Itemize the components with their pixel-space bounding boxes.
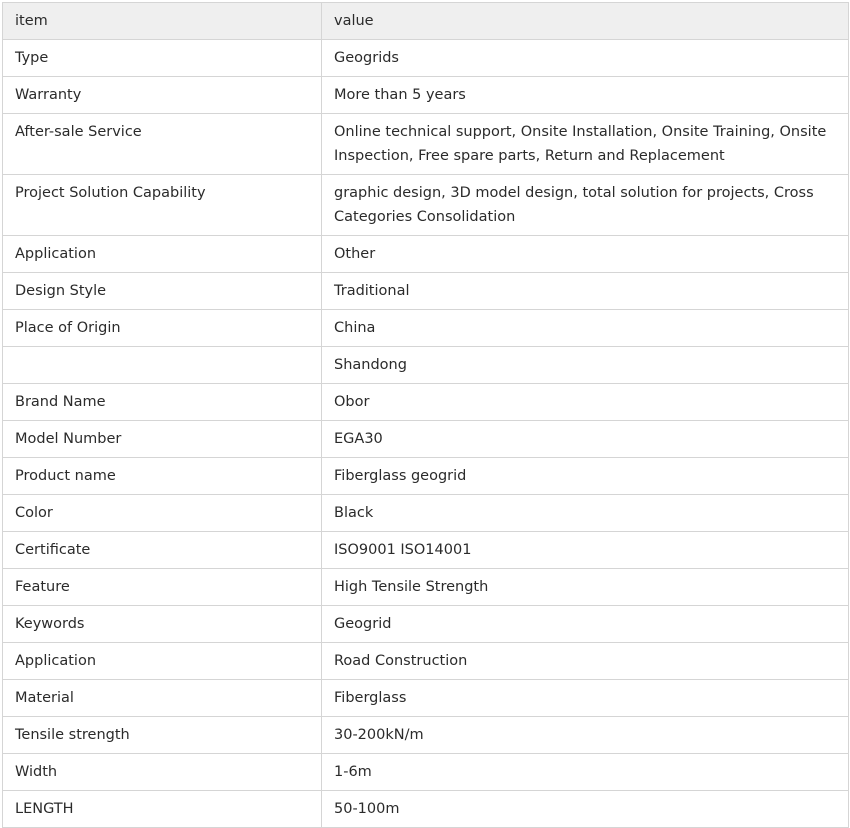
table-row [3,77,849,114]
item-cell: Product name [3,458,322,495]
value-cell: China [322,310,849,347]
value-cell: Geogrids [322,40,849,77]
value-cell: graphic design, 3D model design, total solution for projects, Cross Categories Consolidation [322,175,849,236]
table-row [3,495,849,532]
item-cell: After-sale Service [3,114,322,175]
item-cell: Place of Origin [3,310,322,347]
value-cell: Geogrid [322,606,849,643]
table-row [3,347,849,384]
value-cell: Shandong [322,347,849,384]
value-cell: High Tensile Strength [322,569,849,606]
table-row [3,643,849,680]
header-value-cell: value [322,3,849,40]
item-cell: Application [3,643,322,680]
item-cell: Brand Name [3,384,322,421]
table-row [3,606,849,643]
value-cell: Obor [322,384,849,421]
item-cell: Keywords [3,606,322,643]
item-cell: Model Number [3,421,322,458]
item-cell: Tensile strength [3,717,322,754]
table-row [3,717,849,754]
item-cell: Design Style [3,273,322,310]
table-row [3,569,849,606]
table-header-row [3,3,849,40]
item-cell: Feature [3,569,322,606]
value-cell: 1-6m [322,754,849,791]
item-cell: Application [3,236,322,273]
table-row [3,458,849,495]
value-cell: EGA30 [322,421,849,458]
item-cell [3,347,322,384]
value-cell: 50-100m [322,791,849,828]
item-cell: Project Solution Capability [3,175,322,236]
value-cell: 30-200kN/m [322,717,849,754]
value-cell: ISO9001 ISO14001 [322,532,849,569]
value-cell: Fiberglass geogrid [322,458,849,495]
value-cell: Other [322,236,849,273]
table-row [3,384,849,421]
item-cell: LENGTH [3,791,322,828]
item-cell: Width [3,754,322,791]
table-row [3,175,849,236]
table-row [3,532,849,569]
value-cell: Black [322,495,849,532]
value-cell: Fiberglass [322,680,849,717]
item-cell: Material [3,680,322,717]
specs-table [2,2,849,828]
value-cell: More than 5 years [322,77,849,114]
item-cell: Color [3,495,322,532]
table-row [3,310,849,347]
table-row [3,421,849,458]
item-cell: Warranty [3,77,322,114]
table-row [3,236,849,273]
item-cell: Certificate [3,532,322,569]
value-cell: Traditional [322,273,849,310]
item-cell: Type [3,40,322,77]
table-row [3,114,849,175]
value-cell: Online technical support, Onsite Installation, Onsite Training, Onsite Inspection, Free spare parts, Return and Replacement [322,114,849,175]
table-row [3,40,849,77]
table-row [3,791,849,828]
value-cell: Road Construction [322,643,849,680]
table-row [3,680,849,717]
table-row [3,754,849,791]
header-item-cell: item [3,3,322,40]
table-row [3,273,849,310]
